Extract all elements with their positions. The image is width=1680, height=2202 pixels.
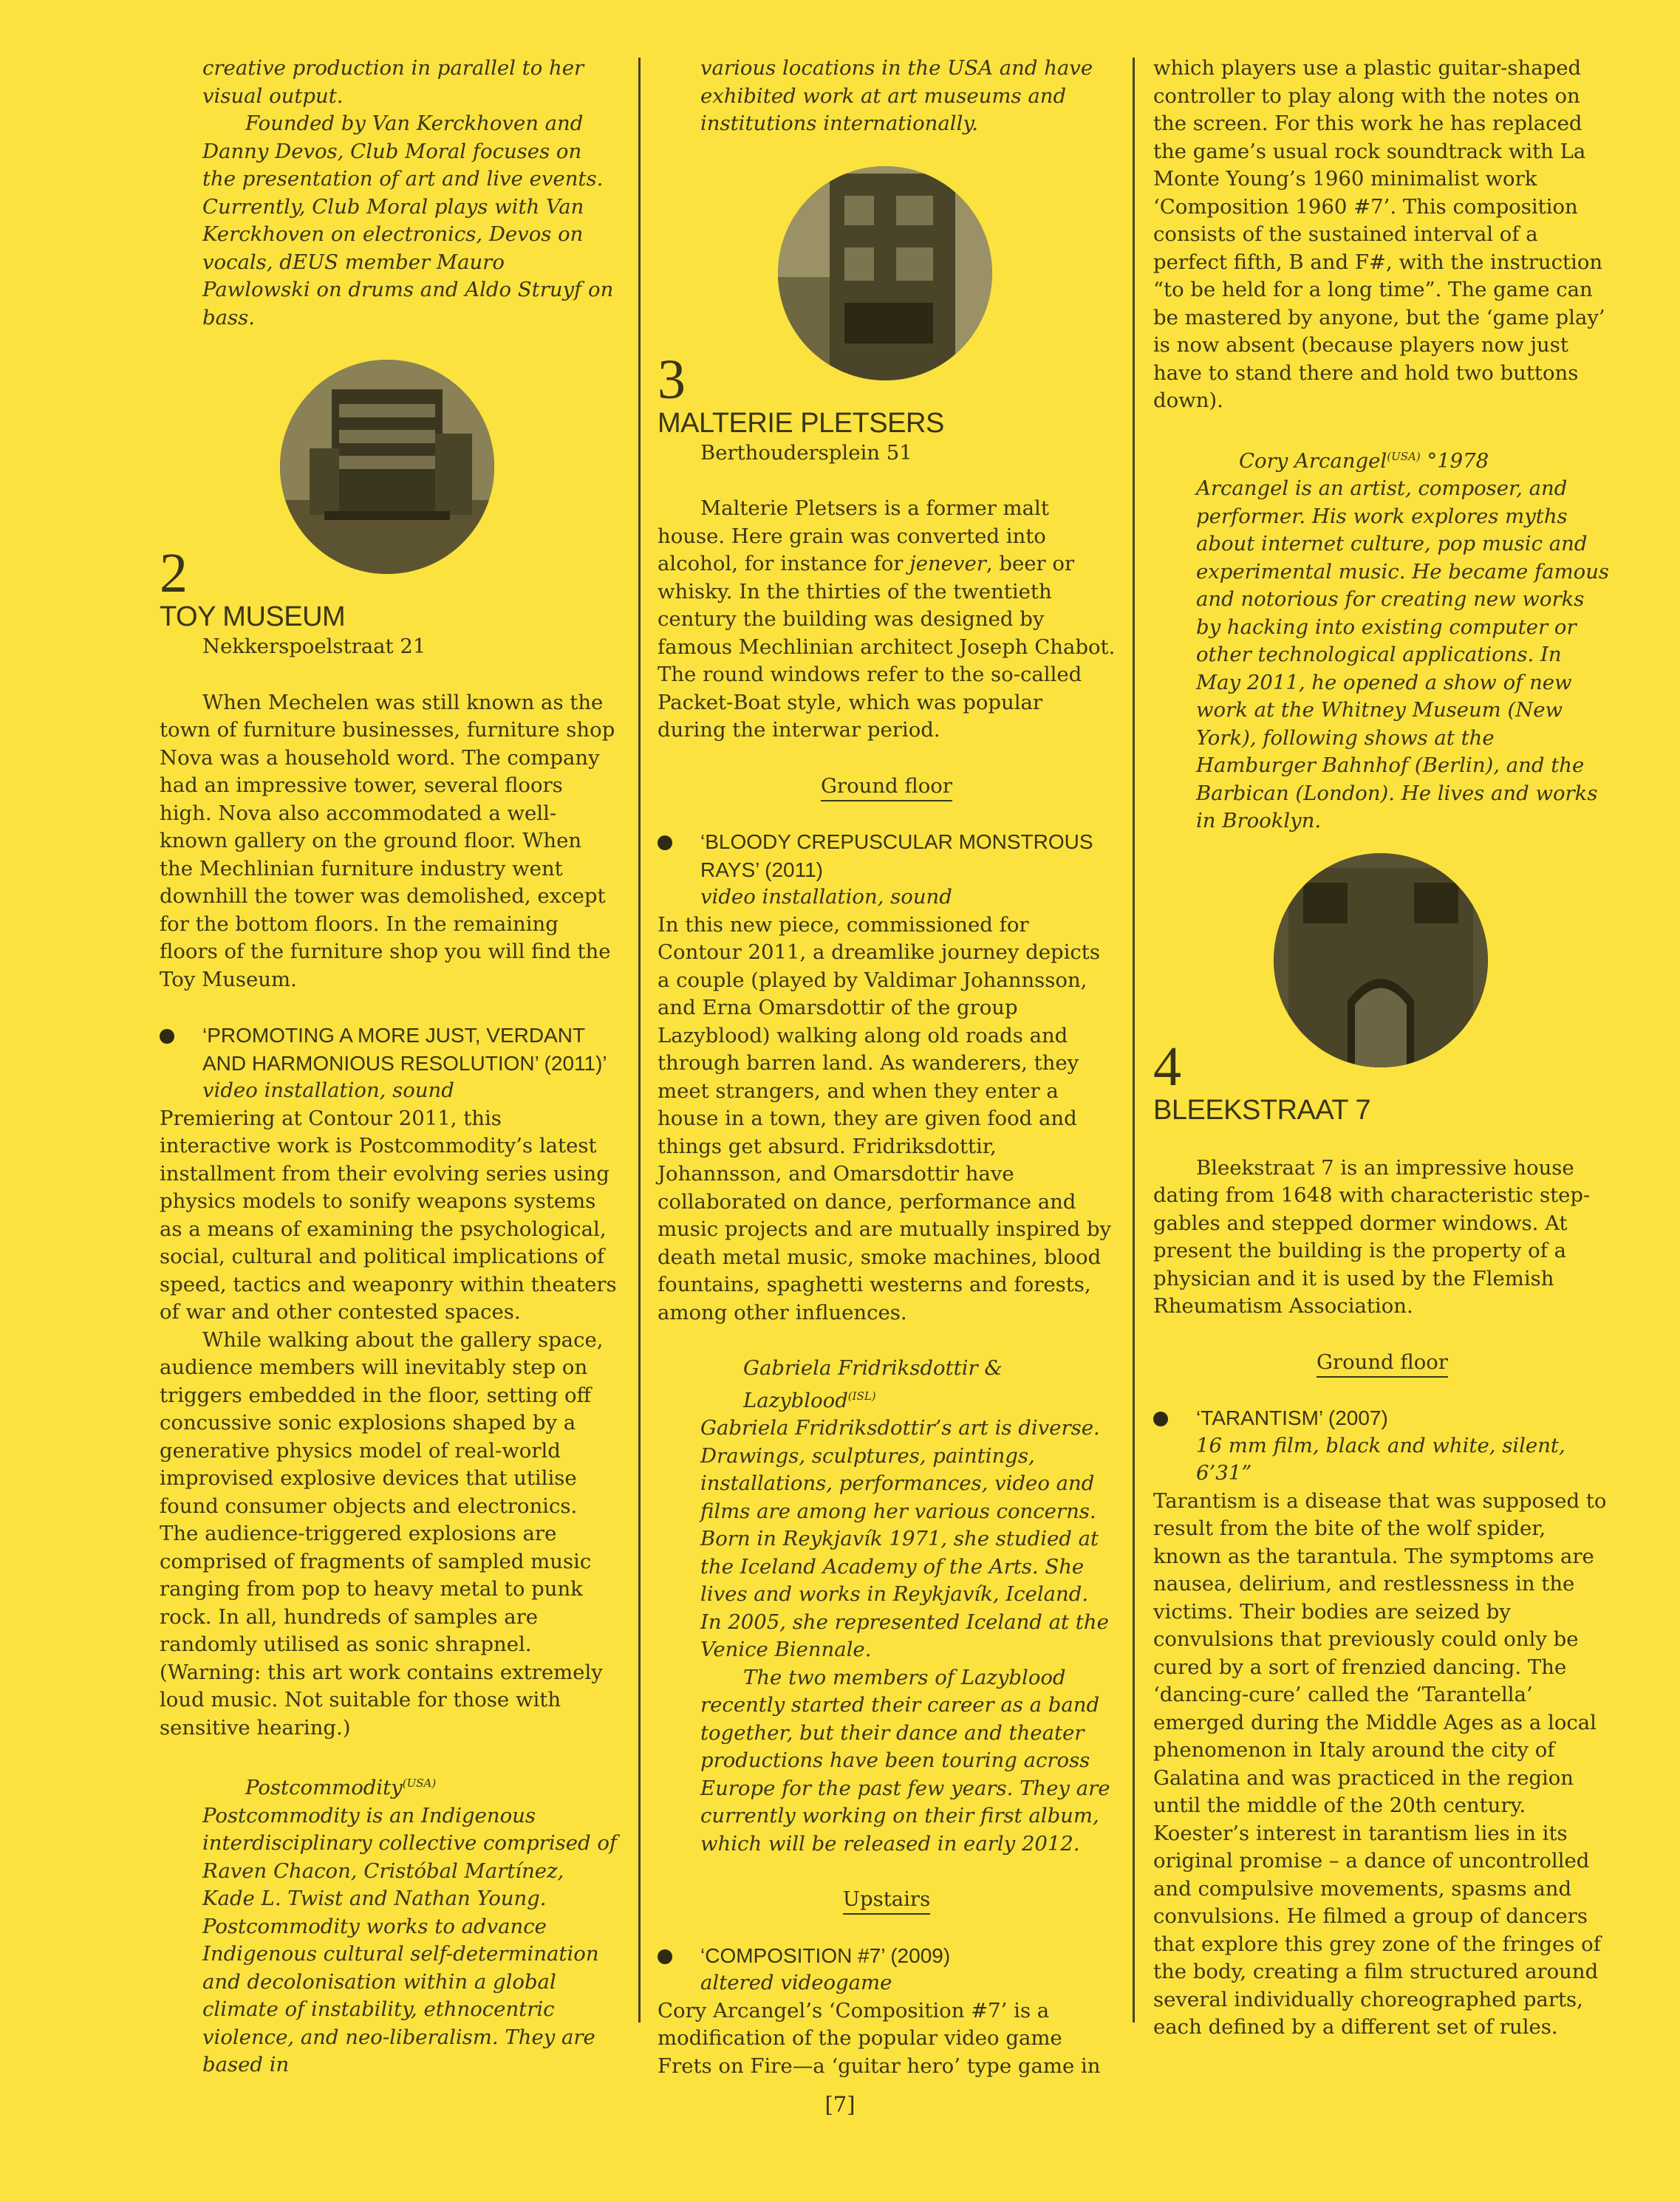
- venue-description: When Mechelen was still known as the town of furniture businesses, furniture shop Nova was a household word. The company had an impressive tower, several floors high. Nova also accommodated a well-known gallery on the ground floor. When the Mechlinian furniture industry went downhill the tower was demolished, except for the bottom floors. In the remaining floors of the furniture shop you will find the Toy Museum.: [160, 690, 615, 991]
- artist-bio: Postcommodity is an Indigenous interdisciplinary collective comprised of Raven Chacon, Cristóbal Martínez, Kade L. Twist and Nathan Young. Postcommodity works to advance Indigenous cultural self-determination and decolonisation within a global climate of instability, ethnocentric violence, and neo-liberalism. They are based in: [202, 1803, 618, 2077]
- intro-text: creative production in parallel to her visual output.: [202, 56, 584, 108]
- venue-number: 4: [1153, 1035, 1181, 1098]
- work-title: [658, 1942, 1116, 1970]
- spacer: [658, 467, 1116, 495]
- work-title-text: ‘PROMOTING A MORE JUST, VERDANT AND HARMONIOUS RESOLUTION’ (2011)’: [202, 1024, 607, 1075]
- section-label: Ground floor: [1317, 1350, 1448, 1378]
- artist-heading: [1153, 443, 1611, 476]
- bullet-icon: [160, 1029, 174, 1044]
- venue-description: [658, 495, 1116, 745]
- malterie-photo: [778, 166, 992, 380]
- work-title-text: ‘TARANTISM’ (2007): [1196, 1406, 1388, 1430]
- spacer: [1153, 1376, 1611, 1404]
- venue-title: BLEEKSTRAAT 7: [1153, 1094, 1371, 1126]
- section-label: Upstairs: [843, 1887, 930, 1915]
- work-title: [658, 828, 1116, 883]
- column-divider-left: [638, 58, 641, 2023]
- spacer: [160, 661, 618, 689]
- venue-address: Nekkerspoelstraat 21: [202, 635, 426, 658]
- work-description: In this new piece, commissioned for Contour 2011, a dreamlike journey depicts a couple (played by Valdimar Johannsson, and Erna Omarsdottir of the group Lazyblood) walking along old roads and through barren land. As wanderers, they meet strangers, and when they enter a house in a town, they are given food and things get absurd. Fridriksdottir, Johannsson, and Omarsdottir have collaborated on dance, performance and music projects and are mutually inspired by death metal music, smoke machines, blood fountains, spaghetti westerns and forests, among other influences.: [658, 912, 1111, 1324]
- building-photo-icon: [778, 166, 992, 380]
- club-moral-bio: Founded by Van Kerckhoven and Danny Devos, Club Moral focuses on the presentation of art and live events. Currently, Club Moral plays with Van Kerckhoven on electronics, Devos on vocals, dEUS member Mauro Pawlowski on drums and Aldo Struyf on bass.: [202, 112, 614, 329]
- venue-title: TOY MUSEUM: [160, 601, 346, 632]
- column-2: [658, 55, 1116, 2080]
- artist-origin: (USA): [402, 1777, 437, 1790]
- venue-address: Berthoudersplein 51: [700, 440, 912, 465]
- spacer: [1153, 1321, 1611, 1349]
- building-photo-icon: [1274, 853, 1488, 1067]
- section-ground-floor: [658, 773, 1116, 801]
- bleekstraat-photo: [1274, 853, 1488, 1067]
- venue-number: 2: [160, 542, 188, 604]
- column-divider-right: [1133, 58, 1135, 2023]
- artist-bio-2: The two members of Lazyblood recently started their career as a band together, but their dance and theater productions have been touring across Europe for the past few years. They are currently working on their first album, which will be released in early 2012.: [700, 1665, 1110, 1856]
- work-description: Tarantism is a disease that was supposed to result from the bite of the wolf spider, known as the tarantula. The symptoms are nausea, delirium, and restlessness in the victims. Their bodies are seized by convulsions that previously could only be cured by a sort of frenzied dancing. The ‘dancing-cure’ called the ‘Tarantella’ emerged during the Middle Ages as a local phenomenon in Italy around the city of Galatina and was practiced in the region until the middle of the 20th century. Koester’s interest in tarantism lies in its original promise – a dance of uncontrolled and compulsive movements, spasms and convulsions. He filmed a group of dancers that explore this grey zone of the fringes of the body, creating a film structured around several individually choreographed parts, each defined by a different set of rules.: [1153, 1488, 1607, 2039]
- bullet-icon: [658, 1949, 672, 1964]
- work-media: video installation, sound: [202, 1078, 454, 1102]
- spacer: [658, 1858, 1116, 1886]
- work-title: [160, 1022, 618, 1077]
- section-upstairs: [658, 1886, 1116, 1914]
- intro-text: various locations in the USA and have exhibited work at art museums and institutions internationally.: [700, 56, 1093, 135]
- venue-number: 3: [658, 348, 686, 411]
- spacer: [1153, 1126, 1611, 1155]
- spacer: [160, 1742, 618, 1770]
- work-description-2: While walking about the gallery space, audience members will inevitably step on triggers embedded in the floor, setting off concussive sonic explosions shaped by a generative physics model of real-world improvised explosive devices that utilise found consumer objects and electronics. The audience-triggered explosions are comprised of fragments of sampled music ranging from pop to heavy metal to punk rock. In all, hundreds of samples are randomly utilised as sonic shrapnel. (Warning: this art work contains extremely loud music. Not suitable for those with sensitive hearing.): [160, 1327, 604, 1740]
- work-media: 16 mm film, black and white, silent, 6’31”: [1196, 1433, 1565, 1485]
- work-description-1: Premiering at Contour 2011, this interactive work is Postcommodity’s latest installment from their evolving series using physics models to sonify weapons systems as a means of examining the psychological, social, cultural and political implications of speed, tactics and weaponry within theaters of war and other contested spaces.: [160, 1106, 617, 1324]
- column-3: [1153, 55, 1611, 2042]
- toy-museum-photo: [280, 360, 494, 574]
- bullet-icon: [658, 835, 672, 850]
- venue-description: Bleekstraat 7 is an impressive house dating from 1648 with characteristic step-gables and stepped dormer windows. At present the building is the property of a physician and it is used by the Flemish Rheumatism Association.: [1153, 1155, 1591, 1319]
- artist-heading: [658, 1355, 1116, 1415]
- artist-bio-1: Gabriela Fridriksdottir’s art is diverse. Drawings, sculptures, paintings, installations, performances, video and films are among her various concerns. Born in Reykjavík 1971, she studied at the Iceland Academy of the Arts. She lives and works in Reykjavík, Iceland. In 2005, she represented Iceland at the Venice Biennale.: [700, 1416, 1109, 1662]
- spacer: [658, 1327, 1116, 1355]
- section-ground-floor: [1153, 1349, 1611, 1377]
- spacer: [160, 994, 618, 1022]
- venue-title: MALTERIE PLETSERS: [658, 407, 944, 439]
- artist-heading: [160, 1770, 618, 1802]
- artist-name: Gabriela Fridriksdottir & Lazyblood: [743, 1356, 1003, 1412]
- venue-description-em: jenever: [909, 552, 986, 575]
- building-photo-icon: [280, 360, 494, 574]
- artist-origin: (USA): [1387, 449, 1421, 463]
- artist-bio: Arcangel is an artist, composer, and performer. His work explores myths about internet culture, pop music and experimental music. He became famous and notorious for creating new works by hacking into existing computer or other technological applications. In May 2011, he opened a show of new work at the Whitney Museum (New York), following shows at the Hamburger Bahnhof (Berlin), and the Barbican (London). He lives and works in Brooklyn.: [1196, 476, 1610, 833]
- work-title-text: ‘BLOODY CREPUSCULAR MONSTROUS RAYS’ (2011): [700, 830, 1093, 881]
- venue-description-b: , beer or whisky. In the thirties of the twentieth century the building was designed by famous Mechlinian architect Joseph Chabot. The round windows refer to the so-called Packet-Boat style, which was popular during the interwar period.: [658, 552, 1116, 742]
- page-number: [7]: [824, 2092, 856, 2117]
- artist-origin: (ISL): [847, 1389, 876, 1403]
- work-title-text: ‘COMPOSITION #7’ (2009): [700, 1943, 951, 1967]
- spacer: [658, 1914, 1116, 1942]
- column-1: [160, 55, 618, 2079]
- artist-name: Cory Arcangel: [1239, 448, 1387, 473]
- artist-name: Postcommodity: [245, 1776, 403, 1800]
- work-media: video installation, sound: [700, 885, 952, 909]
- section-label: Ground floor: [821, 774, 952, 801]
- bullet-icon: [1153, 1412, 1168, 1426]
- work-title: [1153, 1404, 1611, 1432]
- intro-text: which players use a plastic guitar-shaped controller to play along with the notes on the screen. For this work he has replaced the game’s usual rock soundtrack with La Monte Young’s 1960 minimalist work ‘Composition 1960 #7’. This composition consists of the sustained interval of a perfect fifth, B and F#, with the instruction “to be held for a long time”. The game can be mastered by anyone, but the ‘game play’ is now absent (because players now just have to stand there and hold two buttons down).: [1153, 56, 1605, 412]
- work-media: altered videogame: [700, 1971, 892, 1995]
- work-description: Cory Arcangel’s ‘Composition #7’ is a modification of the popular video game Frets on Fire—a ‘guitar hero’ type game in: [658, 1998, 1101, 2078]
- spacer: [658, 745, 1116, 773]
- spacer: [658, 800, 1116, 828]
- spacer: [1153, 415, 1611, 443]
- venue-description-a: Malterie Pletsers is a former malt house. Here grain was converted into alcohol, for instance for: [658, 496, 1049, 575]
- artist-year: °1978: [1427, 448, 1489, 473]
